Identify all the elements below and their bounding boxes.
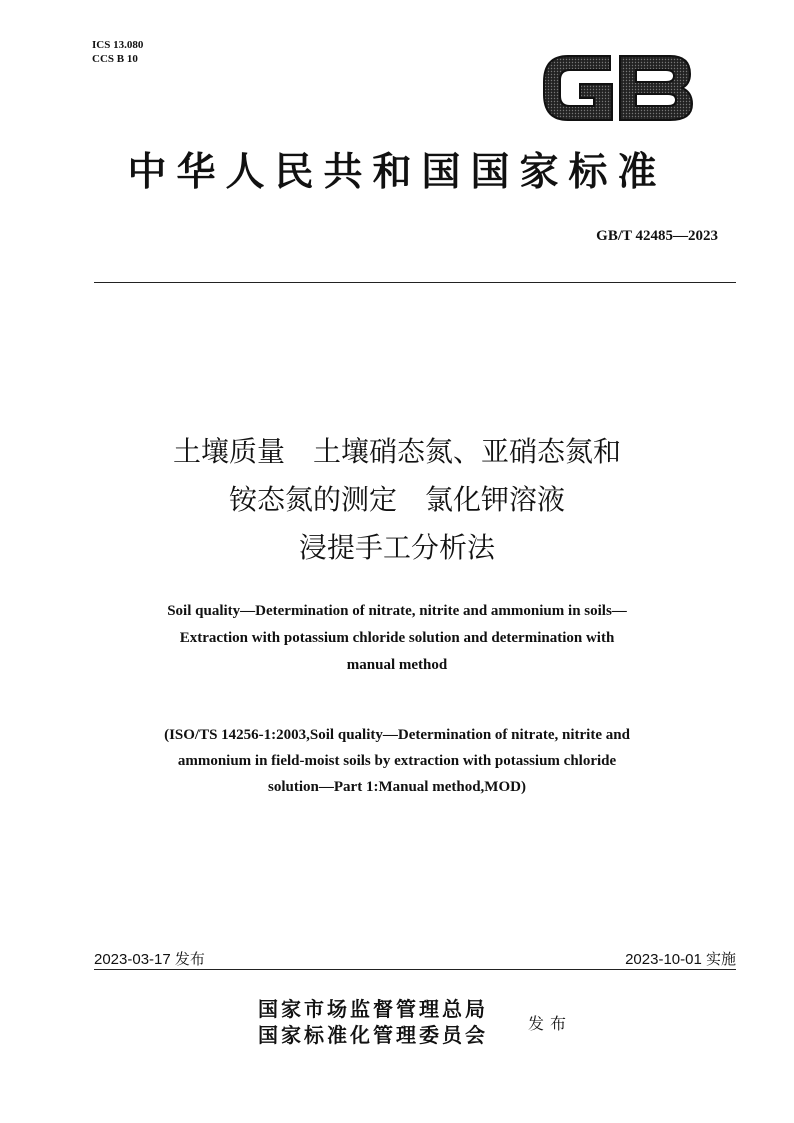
classification-codes xyxy=(92,38,143,66)
chinese-title-line-2: 铵态氮的测定 氯化钾溶液 xyxy=(228,483,565,516)
english-title-line-1: Soil quality—Determination of nitrate, nitrite and ammonium in soils— xyxy=(167,603,627,619)
standard-number: GB/T 42485—2023 xyxy=(596,228,718,244)
publish-label: 发布 xyxy=(528,1014,573,1033)
chinese-title-line-3: 浸提手工分析法 xyxy=(298,531,495,564)
header-divider xyxy=(94,282,736,283)
english-title-line-2: Extraction with potassium chloride solution and determination with xyxy=(179,630,615,646)
iso-reference-line-1: (ISO/TS 14256-1:2003,Soil quality—Determination of nitrate, nitrite and xyxy=(164,727,630,743)
english-title xyxy=(110,598,684,679)
issuing-organizations xyxy=(258,996,488,1048)
footer-divider xyxy=(94,969,736,970)
iso-reference xyxy=(100,722,694,800)
chinese-title-line-1: 土壤质量 土壤硝态氮、亚硝态氮和 xyxy=(172,435,621,468)
english-title-line-3: manual method xyxy=(346,657,448,673)
ics-code: ICS 13.080 xyxy=(92,39,144,51)
chinese-title xyxy=(0,428,794,572)
ccs-code: CCS B 10 xyxy=(92,53,138,65)
issuer-sac: 国家标准化管理委员会 xyxy=(258,1023,488,1047)
issue-date: 2023-03-17 发布 xyxy=(94,951,205,968)
national-standard-heading: 中华人民共和国国家标准 xyxy=(127,150,667,195)
gb-logo xyxy=(538,46,696,128)
iso-reference-line-2: ammonium in field-moist soils by extraction with potassium chloride xyxy=(177,753,617,769)
issuer-samr: 国家市场监督管理总局 xyxy=(258,997,488,1021)
implementation-date: 2023-10-01 实施 xyxy=(625,951,736,968)
iso-reference-line-3: solution—Part 1:Manual method,MOD) xyxy=(268,779,526,795)
